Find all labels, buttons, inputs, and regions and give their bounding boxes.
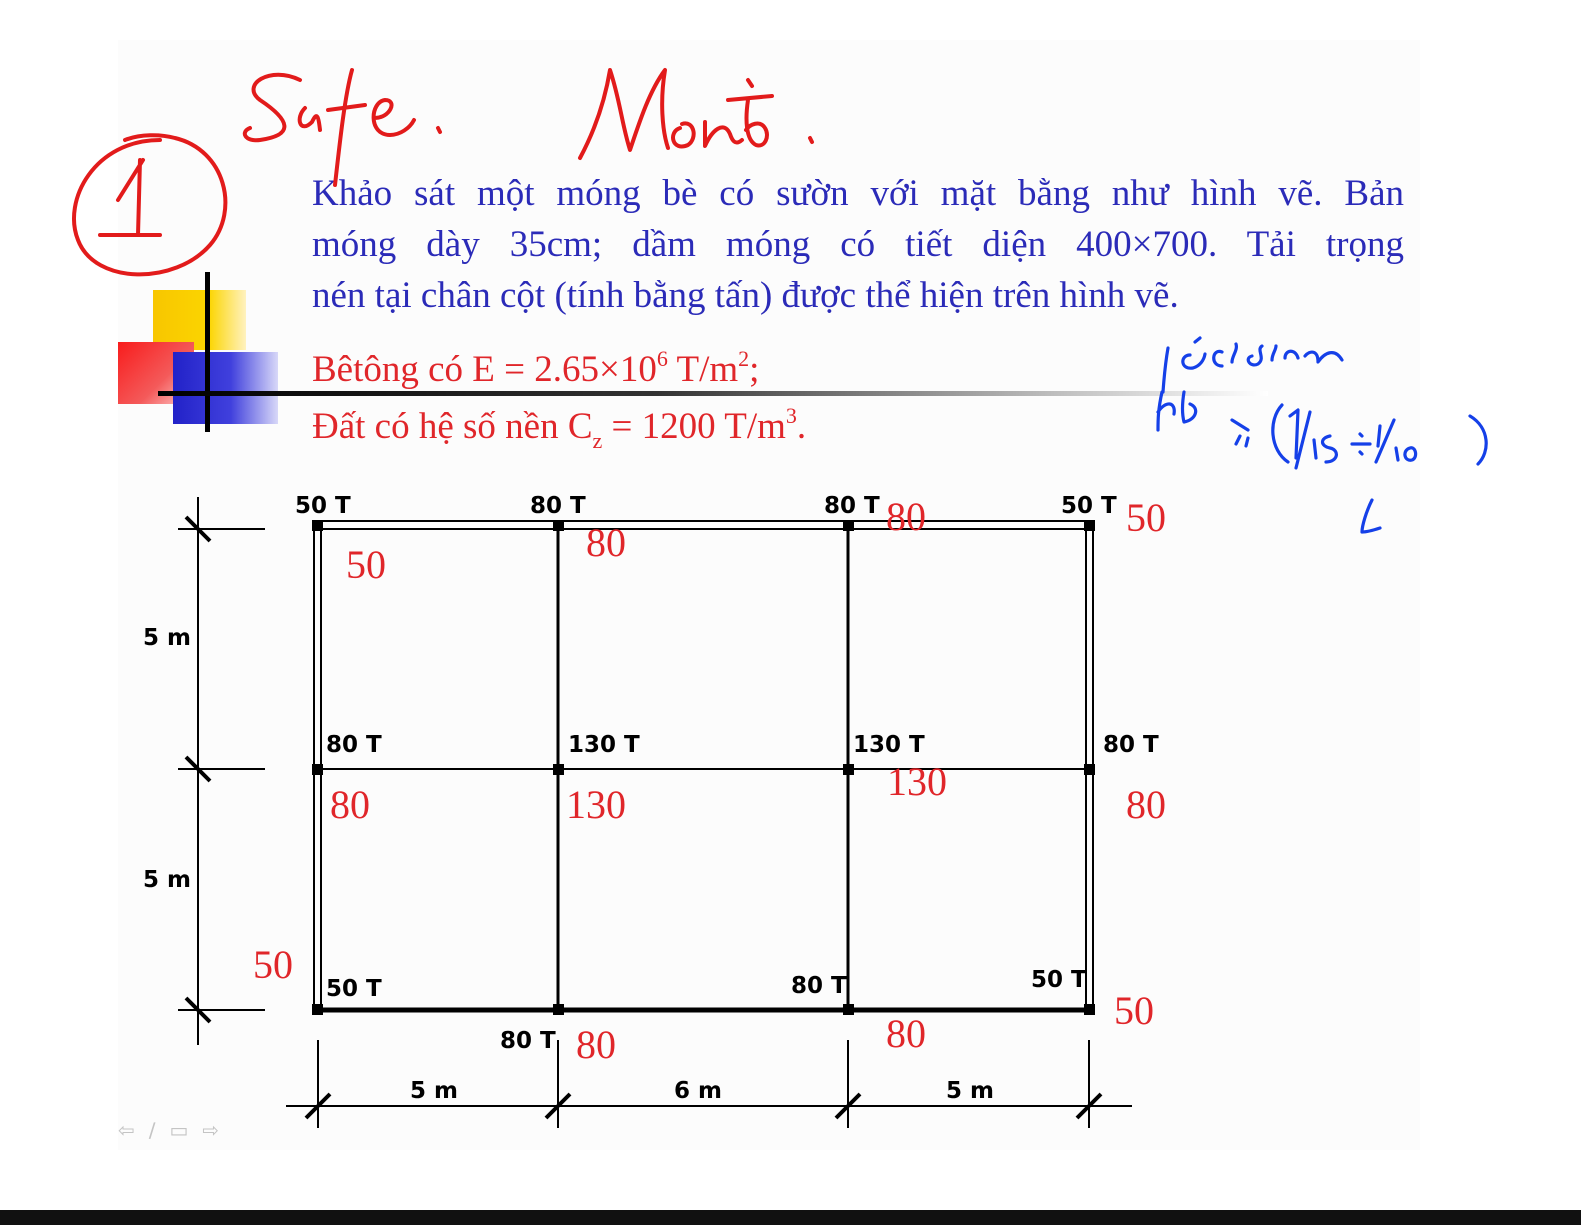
be-co-suon-scribble — [1163, 338, 1342, 392]
concrete-modulus-text: Bêtông có $E = 2.65\times 10^6$ $T/m^2$; — [312, 346, 760, 390]
monit-scribble — [580, 70, 812, 158]
load-label-bot-3: 80 T — [791, 973, 847, 999]
annotation-top-2: 80 — [586, 520, 626, 565]
column-node — [843, 1004, 854, 1015]
columns — [312, 520, 1095, 1015]
load-label-bot-2: 80 T — [500, 1028, 556, 1054]
column-node — [553, 520, 564, 531]
handwritten-blue-ink — [1158, 338, 1486, 532]
column-node — [1084, 764, 1095, 775]
number-one-mark — [100, 160, 160, 235]
load-label-mid-1: 80 T — [326, 732, 382, 758]
dimension-label-horizontal-3: 5 m — [946, 1078, 994, 1104]
dimension-label-horizontal-1: 5 m — [410, 1078, 458, 1104]
column-node — [553, 1004, 564, 1015]
ratio-scribble — [1232, 405, 1486, 468]
soil-coefficient-text: Đất có hệ số nền $C_z = 1200$ $T/m^3$. — [312, 403, 807, 453]
slideshow-nav — [118, 1116, 219, 1144]
load-label-mid-3: 130 T — [853, 732, 925, 758]
safe-scribble — [245, 70, 440, 185]
annotation-mid-4: 80 — [1126, 782, 1166, 827]
handwritten-red-ink — [74, 70, 812, 274]
load-label-bot-1: 50 T — [326, 976, 382, 1002]
problem-line-2: móng dày 35cm; dầm móng có tiết diện 400×700. Tải trọng — [312, 224, 1404, 265]
annotation-bot-4: 50 — [1114, 988, 1154, 1033]
problem-line-3: nén tại chân cột (tính bằng tấn) được thể hiện trên hình vẽ. — [312, 275, 1179, 316]
column-node — [1084, 1004, 1095, 1015]
annotation-bot-1: 50 — [253, 942, 293, 987]
annotation-top-1: 50 — [346, 542, 386, 587]
load-label-top-4: 50 T — [1061, 493, 1117, 519]
hb-scribble — [1158, 392, 1196, 430]
annotation-mid-2: 130 — [566, 782, 626, 827]
load-label-top-1: 50 T — [295, 493, 351, 519]
column-node — [843, 520, 854, 531]
load-label-top-2: 80 T — [530, 493, 586, 519]
column-node — [312, 1004, 323, 1015]
pen-icon[interactable]: ∕ — [148, 1118, 156, 1142]
dimension-label-horizontal-2: 6 m — [674, 1078, 722, 1104]
load-label-mid-2: 130 T — [568, 732, 640, 758]
bottom-border — [0, 1210, 1581, 1225]
load-label-bot-4: 50 T — [1031, 967, 1087, 993]
prev-icon[interactable]: ⇦ — [118, 1118, 135, 1142]
column-node — [1084, 520, 1095, 531]
annotation-mid-1: 80 — [330, 782, 370, 827]
column-node — [843, 764, 854, 775]
next-icon[interactable]: ⇨ — [202, 1118, 220, 1142]
column-node — [553, 764, 564, 775]
annotation-top-3: 80 — [886, 494, 926, 539]
annotation-top-4: 50 — [1126, 495, 1166, 540]
vertical-dimension — [178, 497, 265, 1045]
annotation-bot-2: 80 — [576, 1022, 616, 1067]
problem-line-1: Khảo sát một móng bè có sườn với mặt bằng như hình vẽ. Bản — [312, 173, 1404, 214]
dimension-label-vertical-1: 5 m — [143, 625, 191, 651]
dimension-label-vertical-2: 5 m — [143, 867, 191, 893]
annotation-mid-3: 130 — [887, 759, 947, 804]
annotation-bot-3: 80 — [886, 1011, 926, 1056]
column-node — [312, 764, 323, 775]
menu-icon[interactable]: ▭ — [169, 1118, 189, 1142]
circle-mark — [74, 135, 225, 274]
load-label-top-3: 80 T — [824, 493, 880, 519]
load-label-mid-4: 80 T — [1103, 732, 1159, 758]
top-beam — [318, 521, 1089, 529]
l-scribble — [1362, 500, 1380, 532]
column-node — [312, 520, 323, 531]
